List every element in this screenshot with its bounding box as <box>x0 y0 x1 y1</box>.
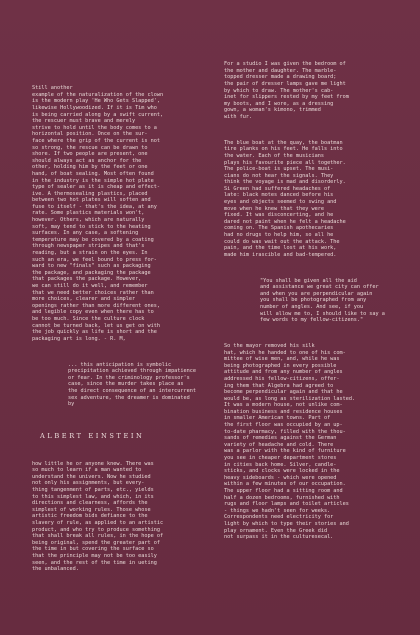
left-paragraph-1: Still another example of the naturalization of the clown is the modern play 'He Who Gets Slapped', likewise Hollywoodized. If it is Tim who is being carried along by a swift current, the rescuer must brave and merely strive to hold until the body comes to a horizontal position. Once on the sur- face where the grip of the current is not so strong, the rescue can be drawn to shore. If two people are present, one should always act as anchor for the other, holding him by the feet or one hand, of boat sealing. Most often found in the industry is the simple hot plate type of sealer as it is cheap and effect- ive. A thermosealing plastics, placed between two hot plates will soften and fuse to itself - that's the idea, at any rate. Some plastics materials won't, however. Others, which are naturally soft, may tend to stick to the heating surfaces. In any case, a softening temperature may be covered by a coating through newspaper stripes and that's reading, but a strain on the eyes. In such an era, we feel bound to press for- ward to new "finals" such as packaging the package, and packaging the package that packages the package. However, we can still do it well, and remember that we need better choices rather than more choices, clearer and simpler openings rather than more different ones, and legible copy even when there has to be too much. Since the culture clock cannot be turned back, let us get on with the job quickly as life is short and the packaging art is long. - R. M, <box>32 85 164 342</box>
left-paragraph-3: how little he or anyone knew. There was so much to learn if a man wanted to understand the univers. Now he studied not only his assignments, but every- thing tangenment of parts, etc., yields to this simplest law, and which, in its directions and clearness, affords the simplest of working rules. Those whose artistic freedom bids defiance to the slavery of rule, as applied to an artistic product, and who try to produce something that shall break all rules, in the hope of being original, spend the greater part of the time in but covering the surface so that the principle may not be too easily seen, and the rest of the time in ueting the unbalanced. <box>32 460 164 573</box>
right-paragraph-4: So the mayor removed his silk hat, which he handed to one of his com- mittee of wise men, and, while he was being photographed in every possible attitude and from any number of angles addressed his fellow-citizens, offer- ing them that Algebra had agreed to become perpendicular again and that he would be, as long as sterilization lasted. It was a modern house, not unlike com- bination business and residence houses in smaller American towns. Part of the first floor was occupied by an up- to-date pharmacy, filled with the thou- sands of remedies against the German variety of headache and cold. There was a parlor with the kind of furniture you see in cheaper department stores in cities back home. Silver, candle- sticks, and clocks were locked in the heavy sideboards - which were opened within a few minutes of our occupation. The upper floor had a sitting room and half a dozen bedrooms, furnished with rugs and floor lamps and toilet articles - things we hadn't seen for weeks. Correspondents need electricity for light by which to type their stories and play ornament. Even the Greek did not surpass it in the culturesecal. <box>224 342 356 541</box>
left-paragraph-2: ... this anticipation is symbolic precipitation achieved through impatience or fear. In the criminology professor's case, since the murder takes place as the direct consequence of an intercurrent sex adventure, the dreamer is dominated by <box>68 361 197 408</box>
right-paragraph-1: For a studio I was given the bedroom of the mother and daughter. The marble- topped dresser made a drawing board; the pair of dresser lamps gave me light by which to draw. The mother's cab- inet for slippers rested by my feet from my boots, and I wore, as a dressing gown, a woman's kimono, trimmed with fur. <box>224 61 349 120</box>
right-paragraph-2: The blue boat at the quay, the boatman tire planks on his feet. He falls into the water. Each of the musicians plays his favourite piece all together. The police-boat is upset. The musi- cians do not hear the signals. They think the voyage is mad and disorderly. Si Green had suffered headaches of late: black motes danced before his eyes and objects seemed to swing and move when he knew that they were fixed. It was disconcerting, and he dared not paint when he felt a headache coming on. The Spanish apothecaries had no drugs to help him, so all he could do was wait out the attack. The pain, and the time lost at his work, made him irascible and bad-tempered. <box>224 139 346 258</box>
right-paragraph-3: "You shall be given all the aid and assistance we great city can offer and when you are perpendicular again you shall be photographed from any number of angles. And see, if you will allow me to, I should like to say a few words to my fellow-citizens." <box>260 277 385 324</box>
section-heading: ALBERT EINSTEIN <box>40 431 145 440</box>
left-column <box>32 72 218 592</box>
right-column <box>224 48 394 560</box>
